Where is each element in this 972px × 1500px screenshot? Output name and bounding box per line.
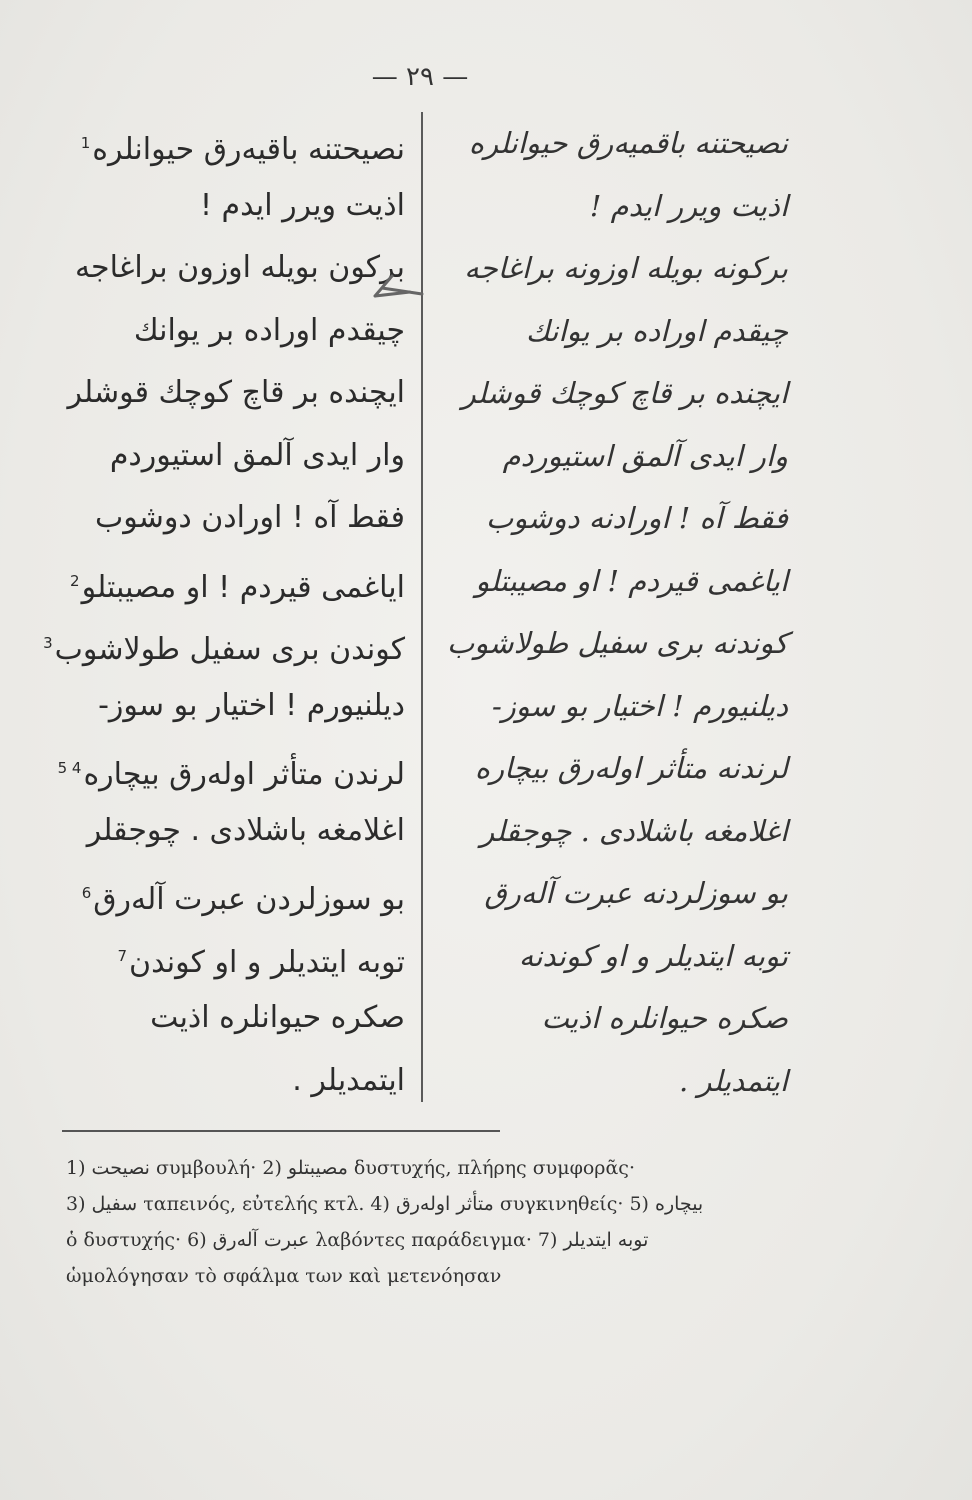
printed-line-text: دیلنیورم ! اختیار بو سوز- <box>98 687 405 723</box>
printed-line-text: نصیحتنه باقیه‌رق حیوانلره <box>92 132 405 167</box>
printed-line-text: ایچنده بر قاچ کوچك قوشلر <box>67 375 405 410</box>
handwritten-line: وار ایدی آلمق استیوردم <box>502 438 788 473</box>
printed-line <box>55 362 405 425</box>
handwritten-line: بو سوزلردنه عبرت آله‌رق <box>484 876 788 910</box>
handwritten-line: اغلامغه باشلادی . چوجقلر <box>480 813 788 848</box>
footnote-marker: 3 <box>43 634 53 652</box>
printed-line-text: ایتمدیلر . <box>292 1062 405 1098</box>
pencil-arrow-mark <box>370 258 430 308</box>
printed-line-text: صکره حیوانلره اذیت <box>150 1000 405 1035</box>
printed-line <box>55 425 405 488</box>
printed-line-text: توبه ایتدیلر و او کوندن <box>129 944 405 980</box>
printed-line <box>55 737 405 800</box>
printed-line-text: اغلامغه باشلادی . چوجقلر <box>86 812 405 848</box>
footnote-divider <box>62 1130 500 1132</box>
handwritten-line: توبه ایتدیلر و او کوندنه <box>518 938 788 973</box>
handwritten-line: ایاغمی قیردم ! او مصیبتلو <box>475 563 788 598</box>
handwritten-line: دیلنیورم ! اختیار بو سوز- <box>491 688 788 723</box>
footnote-marker: 1 <box>80 134 91 152</box>
page-number: — ٢٩ — <box>371 62 469 92</box>
printed-line <box>55 987 405 1050</box>
printed-line <box>55 862 405 925</box>
handwritten-line: نصیحتنه باقمیه‌رق حیوانلره <box>468 126 788 160</box>
handwritten-line: لرندنه متأثر اوله‌رق بیچاره <box>474 751 788 785</box>
printed-line-text: برکون بویله اوزون براغاجه <box>74 250 405 285</box>
printed-line-text: بو سوزلردن عبرت آله‌رق <box>93 882 405 917</box>
printed-line <box>55 675 405 738</box>
handwritten-line: ایچنده بر قاچ کوچك قوشلر <box>461 376 788 410</box>
printed-line-text: فقط آه ! اورادن دوشوب <box>95 500 405 535</box>
printed-line <box>55 237 405 300</box>
handwritten-line: برکونه بویله اوزونه براغاجه <box>464 251 788 285</box>
handwritten-line: فقط آه ! اورادنه دوشوب <box>486 501 788 535</box>
printed-line <box>55 550 405 613</box>
handwritten-line: صکره حیوانلره اذیت <box>541 1001 788 1035</box>
handwritten-column <box>438 112 788 1112</box>
footnote-line: 3) سفیل ταπεινός, εὐτελής κτλ. 4) متأثر اوله‌رق συγκινηθείς· 5) بیچاره <box>66 1193 704 1215</box>
printed-line-text: اذیت ویرر ایدم ! <box>199 187 405 223</box>
footnote-line: ὡμολόγησαν τὸ σφάλμα των καὶ μετενόησαν <box>66 1265 502 1287</box>
printed-line-text: لرندن متأثر اوله‌رق بیچاره <box>83 757 405 792</box>
footnote-line: ὁ δυστυχής· 6) عبرت آله‌رق λαβόντες παράδειγμα· 7) توبه ایتدیلر <box>66 1229 649 1251</box>
handwritten-line: چیقدم اوراده بر یوانك <box>525 313 788 348</box>
printed-line <box>55 1050 405 1113</box>
footnote-marker: 7 <box>117 946 128 965</box>
printed-line-text: چیقدم اوراده بر یوانك <box>133 312 405 348</box>
printed-line <box>55 800 405 863</box>
handwritten-line: ایتمدیلر . <box>679 1063 788 1098</box>
printed-line <box>55 300 405 363</box>
printed-line <box>55 487 405 550</box>
printed-line-text: ایاغمی قیردم ! او مصیبتلو <box>81 569 405 605</box>
handwritten-line: کوندنه بری سفیل طولاشوب <box>447 626 788 660</box>
printed-column <box>43 112 405 1112</box>
printed-line <box>55 112 405 175</box>
handwritten-line: اذیت ویرر ایدم ! <box>589 188 788 223</box>
printed-line <box>43 612 405 675</box>
printed-line <box>55 925 405 988</box>
printed-line-text: وار ایدی آلمق استیوردم <box>109 437 405 473</box>
footnotes <box>66 1150 926 1294</box>
footnote-marker: 4 5 <box>57 759 82 777</box>
footnote-marker: 6 <box>81 884 92 902</box>
footnote-line: 1) نصیحت συμβουλή· 2) مصیبتلو δυστυχής, πλήρης συμφορᾶς· <box>66 1157 635 1179</box>
printed-line <box>55 175 405 238</box>
footnote-marker: 2 <box>70 571 80 590</box>
printed-line-text: کوندن بری سفیل طولاشوب <box>54 632 405 667</box>
